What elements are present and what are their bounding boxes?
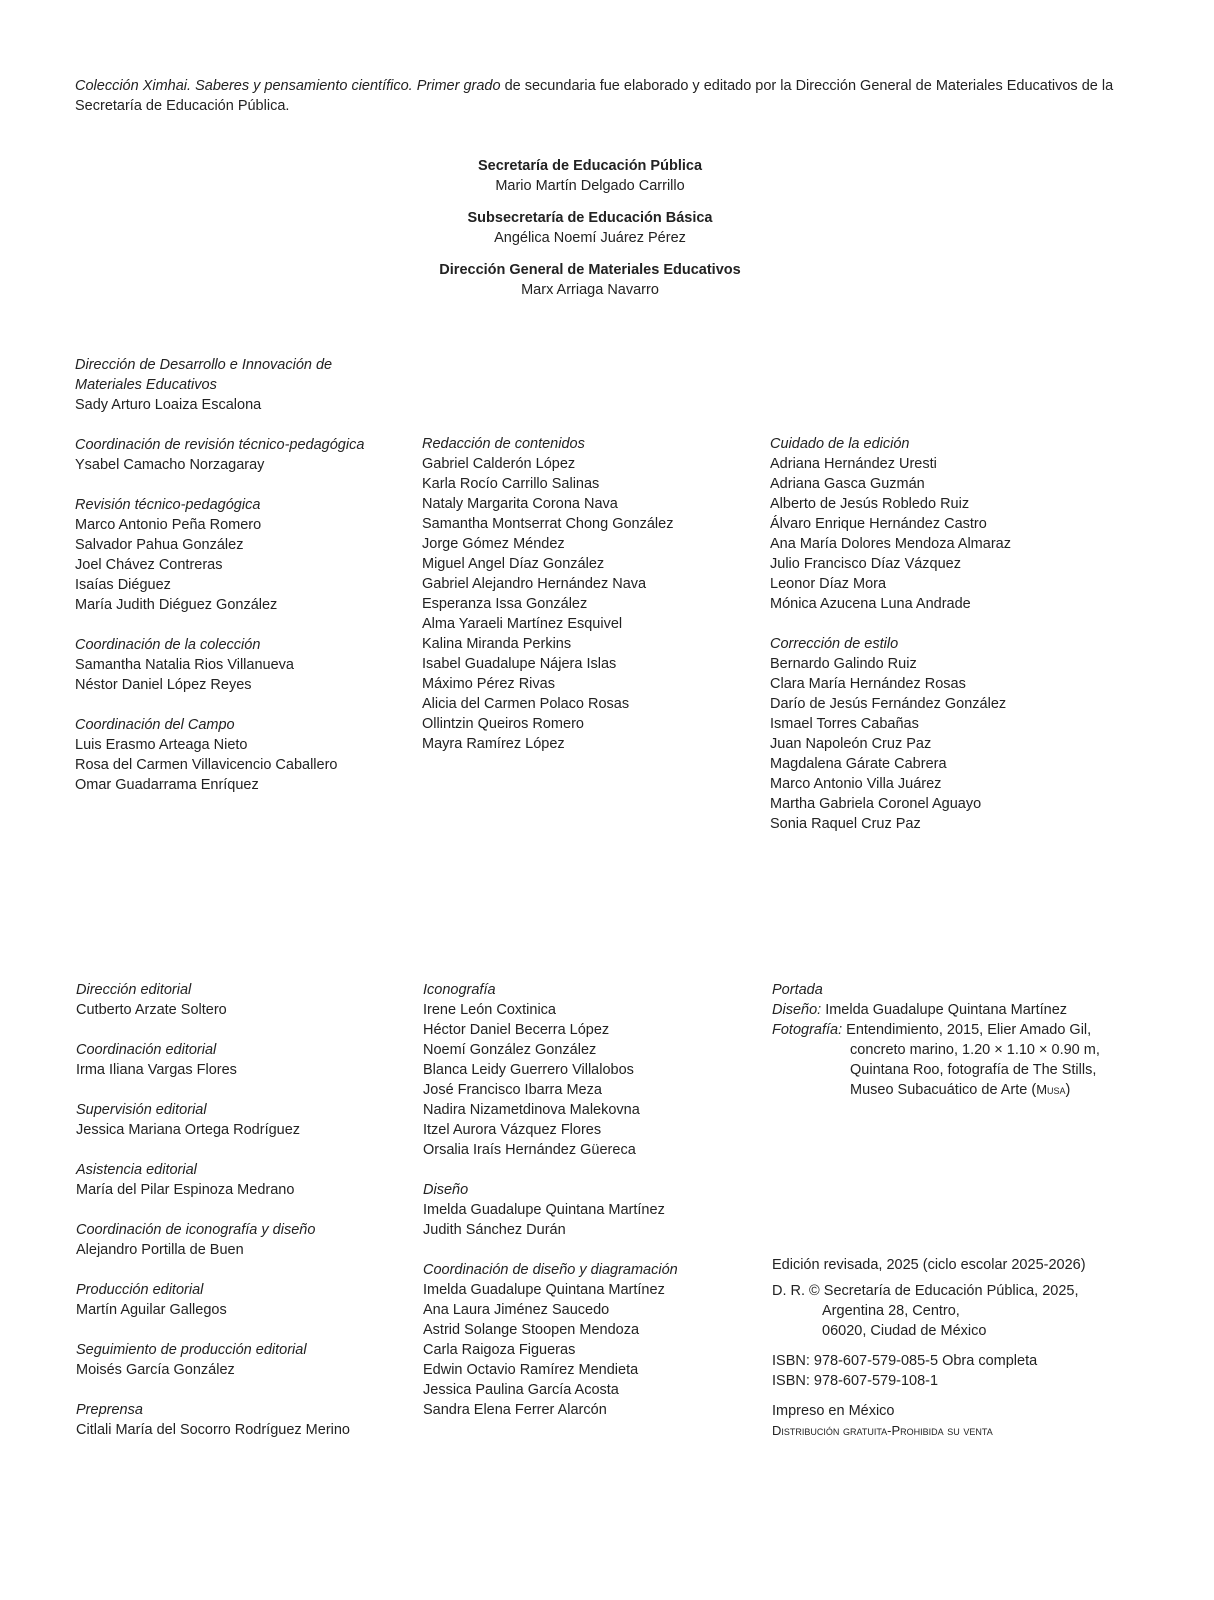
authority-title: Dirección General de Materiales Educativos: [439, 262, 741, 278]
book-title: Colección Ximhai. Saberes y pensamiento científico. Primer grado: [75, 78, 501, 94]
credit-name: Juan Napoleón Cruz Paz: [770, 736, 932, 752]
credit-name: Judith Sánchez Durán: [423, 1222, 566, 1238]
authority-sep: [0, 156, 1180, 196]
credit-name: Rosa del Carmen Villavicencio Caballero: [75, 757, 338, 773]
cover-title: Portada: [772, 982, 823, 998]
credit-name: Ollintzin Queiros Romero: [422, 716, 584, 732]
credit-block: [423, 1180, 743, 1240]
credit-name: Julio Francisco Díaz Vázquez: [770, 556, 961, 572]
credit-name: Irene León Coxtinica: [423, 1002, 556, 1018]
credits-column-1-top: [75, 355, 375, 815]
credit-block: [75, 355, 375, 415]
intro-paragraph: [75, 76, 1135, 116]
credit-name: José Francisco Ibarra Meza: [423, 1082, 602, 1098]
credit-name: Isabel Guadalupe Nájera Islas: [422, 656, 617, 672]
credit-block: [75, 715, 375, 795]
credit-name: Alicia del Carmen Polaco Rosas: [422, 696, 630, 712]
credit-block: [76, 1340, 396, 1380]
credit-name: Cutberto Arzate Soltero: [76, 1002, 227, 1018]
credit-name: Kalina Miranda Perkins: [422, 636, 572, 652]
credit-block: [770, 634, 1090, 834]
credit-name: Carla Raigoza Figueras: [423, 1342, 576, 1358]
credit-block: [76, 980, 396, 1020]
authority-title: Subsecretaría de Educación Básica: [467, 210, 713, 226]
credit-name: Karla Rocío Carrillo Salinas: [422, 476, 600, 492]
credit-block: [76, 1220, 396, 1260]
credit-role: Coordinación editorial: [76, 1042, 217, 1058]
credit-block: [770, 434, 1090, 614]
credit-name: Nadira Nizametdinova Malekovna: [423, 1102, 640, 1118]
credit-name: Adriana Hernández Uresti: [770, 456, 937, 472]
distribution-notice: Distribución gratuita-Prohibida su venta: [772, 1423, 993, 1438]
credit-role: Cuidado de la edición: [770, 436, 910, 452]
credit-name: Bernardo Galindo Ruiz: [770, 656, 917, 672]
credit-name: Alma Yaraeli Martínez Esquivel: [422, 616, 623, 632]
rights-line: Argentina 28, Centro,: [822, 1303, 960, 1319]
credit-role: Producción editorial: [76, 1282, 204, 1298]
credit-name: Máximo Pérez Rivas: [422, 676, 555, 692]
credit-name: Mayra Ramírez López: [422, 736, 565, 752]
authorities-block: [0, 156, 1180, 312]
credit-role: Diseño: [423, 1182, 469, 1198]
credit-block: [75, 495, 375, 615]
credit-role: Coordinación de revisión técnico-pedagógica: [75, 437, 365, 453]
cover-photo-close: ): [1065, 1082, 1071, 1098]
authority-seb: [0, 208, 1180, 248]
cover-design-label: Diseño:: [772, 1002, 822, 1018]
credit-role: Coordinación del Campo: [75, 717, 235, 733]
credit-name: Astrid Solange Stoopen Mendoza: [423, 1322, 640, 1338]
authority-name: Angélica Noemí Juárez Pérez: [494, 230, 686, 246]
credit-name: Jessica Paulina García Acosta: [423, 1382, 619, 1398]
credits-column-3-top: [770, 434, 1090, 854]
credit-name: Jessica Mariana Ortega Rodríguez: [76, 1122, 301, 1138]
credit-name: Marco Antonio Villa Juárez: [770, 776, 942, 792]
credit-name: Ana María Dolores Mendoza Almaraz: [770, 536, 1011, 552]
cover-photo-line: [772, 1080, 1152, 1100]
credit-name: Alberto de Jesús Robledo Ruiz: [770, 496, 970, 512]
rights-line: D. R. © Secretaría de Educación Pública, 2025,: [772, 1283, 1079, 1299]
credit-block: [76, 1100, 396, 1140]
cover-credits: [772, 980, 1152, 1100]
intro-text: de secundaria fue elaborado y editado por la Dirección General de Materiales Educativos de la Secretaría de Educación Pública.: [75, 78, 1114, 114]
cover-design-name: Imelda Guadalupe Quintana Martínez: [825, 1002, 1068, 1018]
edition-revised: Edición revisada, 2025 (ciclo escolar 2025-2026): [772, 1257, 1086, 1273]
credit-name: Isaías Diéguez: [75, 577, 171, 593]
credit-name: Mónica Azucena Luna Andrade: [770, 596, 971, 612]
credit-role: Redacción de contenidos: [422, 436, 585, 452]
isbn-complete: ISBN: 978-607-579-085-5 Obra completa: [772, 1353, 1038, 1369]
credit-name: Citlali María del Socorro Rodríguez Merino: [76, 1422, 350, 1438]
rights-line: 06020, Ciudad de México: [822, 1323, 987, 1339]
credit-name: Orsalia Iraís Hernández Güereca: [423, 1142, 636, 1158]
credit-name: Gabriel Calderón López: [422, 456, 576, 472]
credit-name: Ismael Torres Cabañas: [770, 716, 919, 732]
credit-role: Asistencia editorial: [76, 1162, 197, 1178]
credit-name: Joel Chávez Contreras: [75, 557, 223, 573]
credit-name: Magdalena Gárate Cabrera: [770, 756, 947, 772]
credit-name: Edwin Octavio Ramírez Mendieta: [423, 1362, 639, 1378]
credit-name: Héctor Daniel Becerra López: [423, 1022, 610, 1038]
credit-role: Dirección de Desarrollo e Innovación de Materiales Educativos: [75, 357, 333, 393]
credit-name: Martín Aguilar Gallegos: [76, 1302, 227, 1318]
credit-block: [76, 1040, 396, 1080]
printed-in: Impreso en México: [772, 1403, 895, 1419]
credit-name: Itzel Aurora Vázquez Flores: [423, 1122, 602, 1138]
cover-photo-line: Entendimiento, 2015, Elier Amado Gil,: [846, 1022, 1092, 1038]
isbn-volume: ISBN: 978-607-579-108-1: [772, 1373, 939, 1389]
credit-name: Omar Guadarrama Enríquez: [75, 777, 259, 793]
credit-block: [76, 1280, 396, 1320]
credits-column-2-bottom: [423, 980, 743, 1440]
cover-photo-line: Quintana Roo, fotografía de The Stills,: [850, 1062, 1097, 1078]
credit-block: [76, 1160, 396, 1200]
credit-role: Coordinación de iconografía y diseño: [76, 1222, 316, 1238]
cover-design: [772, 1000, 1152, 1020]
credit-name: Clara María Hernández Rosas: [770, 676, 966, 692]
credit-block: [423, 1260, 743, 1420]
cover-photo-musa: Musa: [1036, 1082, 1066, 1097]
credit-block: [75, 435, 375, 475]
credit-name: Gabriel Alejandro Hernández Nava: [422, 576, 647, 592]
credit-name: Néstor Daniel López Reyes: [75, 677, 252, 693]
credit-name: Moisés García González: [76, 1362, 235, 1378]
authority-title: Secretaría de Educación Pública: [477, 158, 703, 174]
credit-name: Samantha Natalia Rios Villanueva: [75, 657, 294, 673]
credit-role: Iconografía: [423, 982, 496, 998]
credit-role: Dirección editorial: [76, 982, 192, 998]
credit-block: [76, 1400, 396, 1440]
credit-name: Salvador Pahua González: [75, 537, 244, 553]
credit-block: [422, 434, 742, 754]
credit-name: Luis Erasmo Arteaga Nieto: [75, 737, 248, 753]
credit-name: Leonor Díaz Mora: [770, 576, 887, 592]
credit-name: Sonia Raquel Cruz Paz: [770, 816, 921, 832]
credit-name: Darío de Jesús Fernández González: [770, 696, 1007, 712]
credit-name: Martha Gabriela Coronel Aguayo: [770, 796, 982, 812]
credit-name: Imelda Guadalupe Quintana Martínez: [423, 1202, 665, 1218]
credit-name: Sandra Elena Ferrer Alarcón: [423, 1402, 607, 1418]
credit-block: [423, 980, 743, 1160]
credit-role: Preprensa: [76, 1402, 143, 1418]
credit-name: Ysabel Camacho Norzagaray: [75, 457, 265, 473]
cover-photo: [772, 1020, 1152, 1040]
authority-dgme: [0, 260, 1180, 300]
credit-role: Seguimiento de producción editorial: [76, 1342, 307, 1358]
credit-name: María Judith Diéguez González: [75, 597, 278, 613]
cover-photo-label: Fotografía:: [772, 1022, 843, 1038]
credit-name: Imelda Guadalupe Quintana Martínez: [423, 1282, 665, 1298]
cover-photo-line: concreto marino, 1.20 × 1.10 × 0.90 m,: [850, 1042, 1100, 1058]
credit-block: [75, 635, 375, 695]
credit-role: Coordinación de la colección: [75, 637, 261, 653]
edition-info: [772, 1255, 1152, 1441]
credit-name: Alejandro Portilla de Buen: [76, 1242, 244, 1258]
authority-name: Mario Martín Delgado Carrillo: [495, 178, 685, 194]
credit-name: Miguel Angel Díaz González: [422, 556, 605, 572]
credit-name: Esperanza Issa González: [422, 596, 588, 612]
credit-name: Álvaro Enrique Hernández Castro: [770, 516, 987, 532]
credits-column-2-top: [422, 434, 742, 774]
credit-name: Blanca Leidy Guerrero Villalobos: [423, 1062, 634, 1078]
credit-name: María del Pilar Espinoza Medrano: [76, 1182, 295, 1198]
credit-role: Revisión técnico-pedagógica: [75, 497, 261, 513]
credit-name: Irma Iliana Vargas Flores: [76, 1062, 237, 1078]
credit-role: Corrección de estilo: [770, 636, 899, 652]
authority-name: Marx Arriaga Navarro: [521, 282, 659, 298]
credit-name: Ana Laura Jiménez Saucedo: [423, 1302, 610, 1318]
credit-name: Nataly Margarita Corona Nava: [422, 496, 618, 512]
credits-column-1-bottom: [76, 980, 396, 1460]
credit-name: Adriana Gasca Guzmán: [770, 476, 925, 492]
credit-name: Marco Antonio Peña Romero: [75, 517, 262, 533]
credit-name: Noemí González González: [423, 1042, 597, 1058]
credit-name: Sady Arturo Loaiza Escalona: [75, 397, 262, 413]
credit-role: Supervisión editorial: [76, 1102, 207, 1118]
credit-name: Samantha Montserrat Chong González: [422, 516, 674, 532]
cover-photo-museum: Museo Subacuático de Arte (: [850, 1082, 1037, 1098]
credit-role: Coordinación de diseño y diagramación: [423, 1262, 678, 1278]
credit-name: Jorge Gómez Méndez: [422, 536, 565, 552]
